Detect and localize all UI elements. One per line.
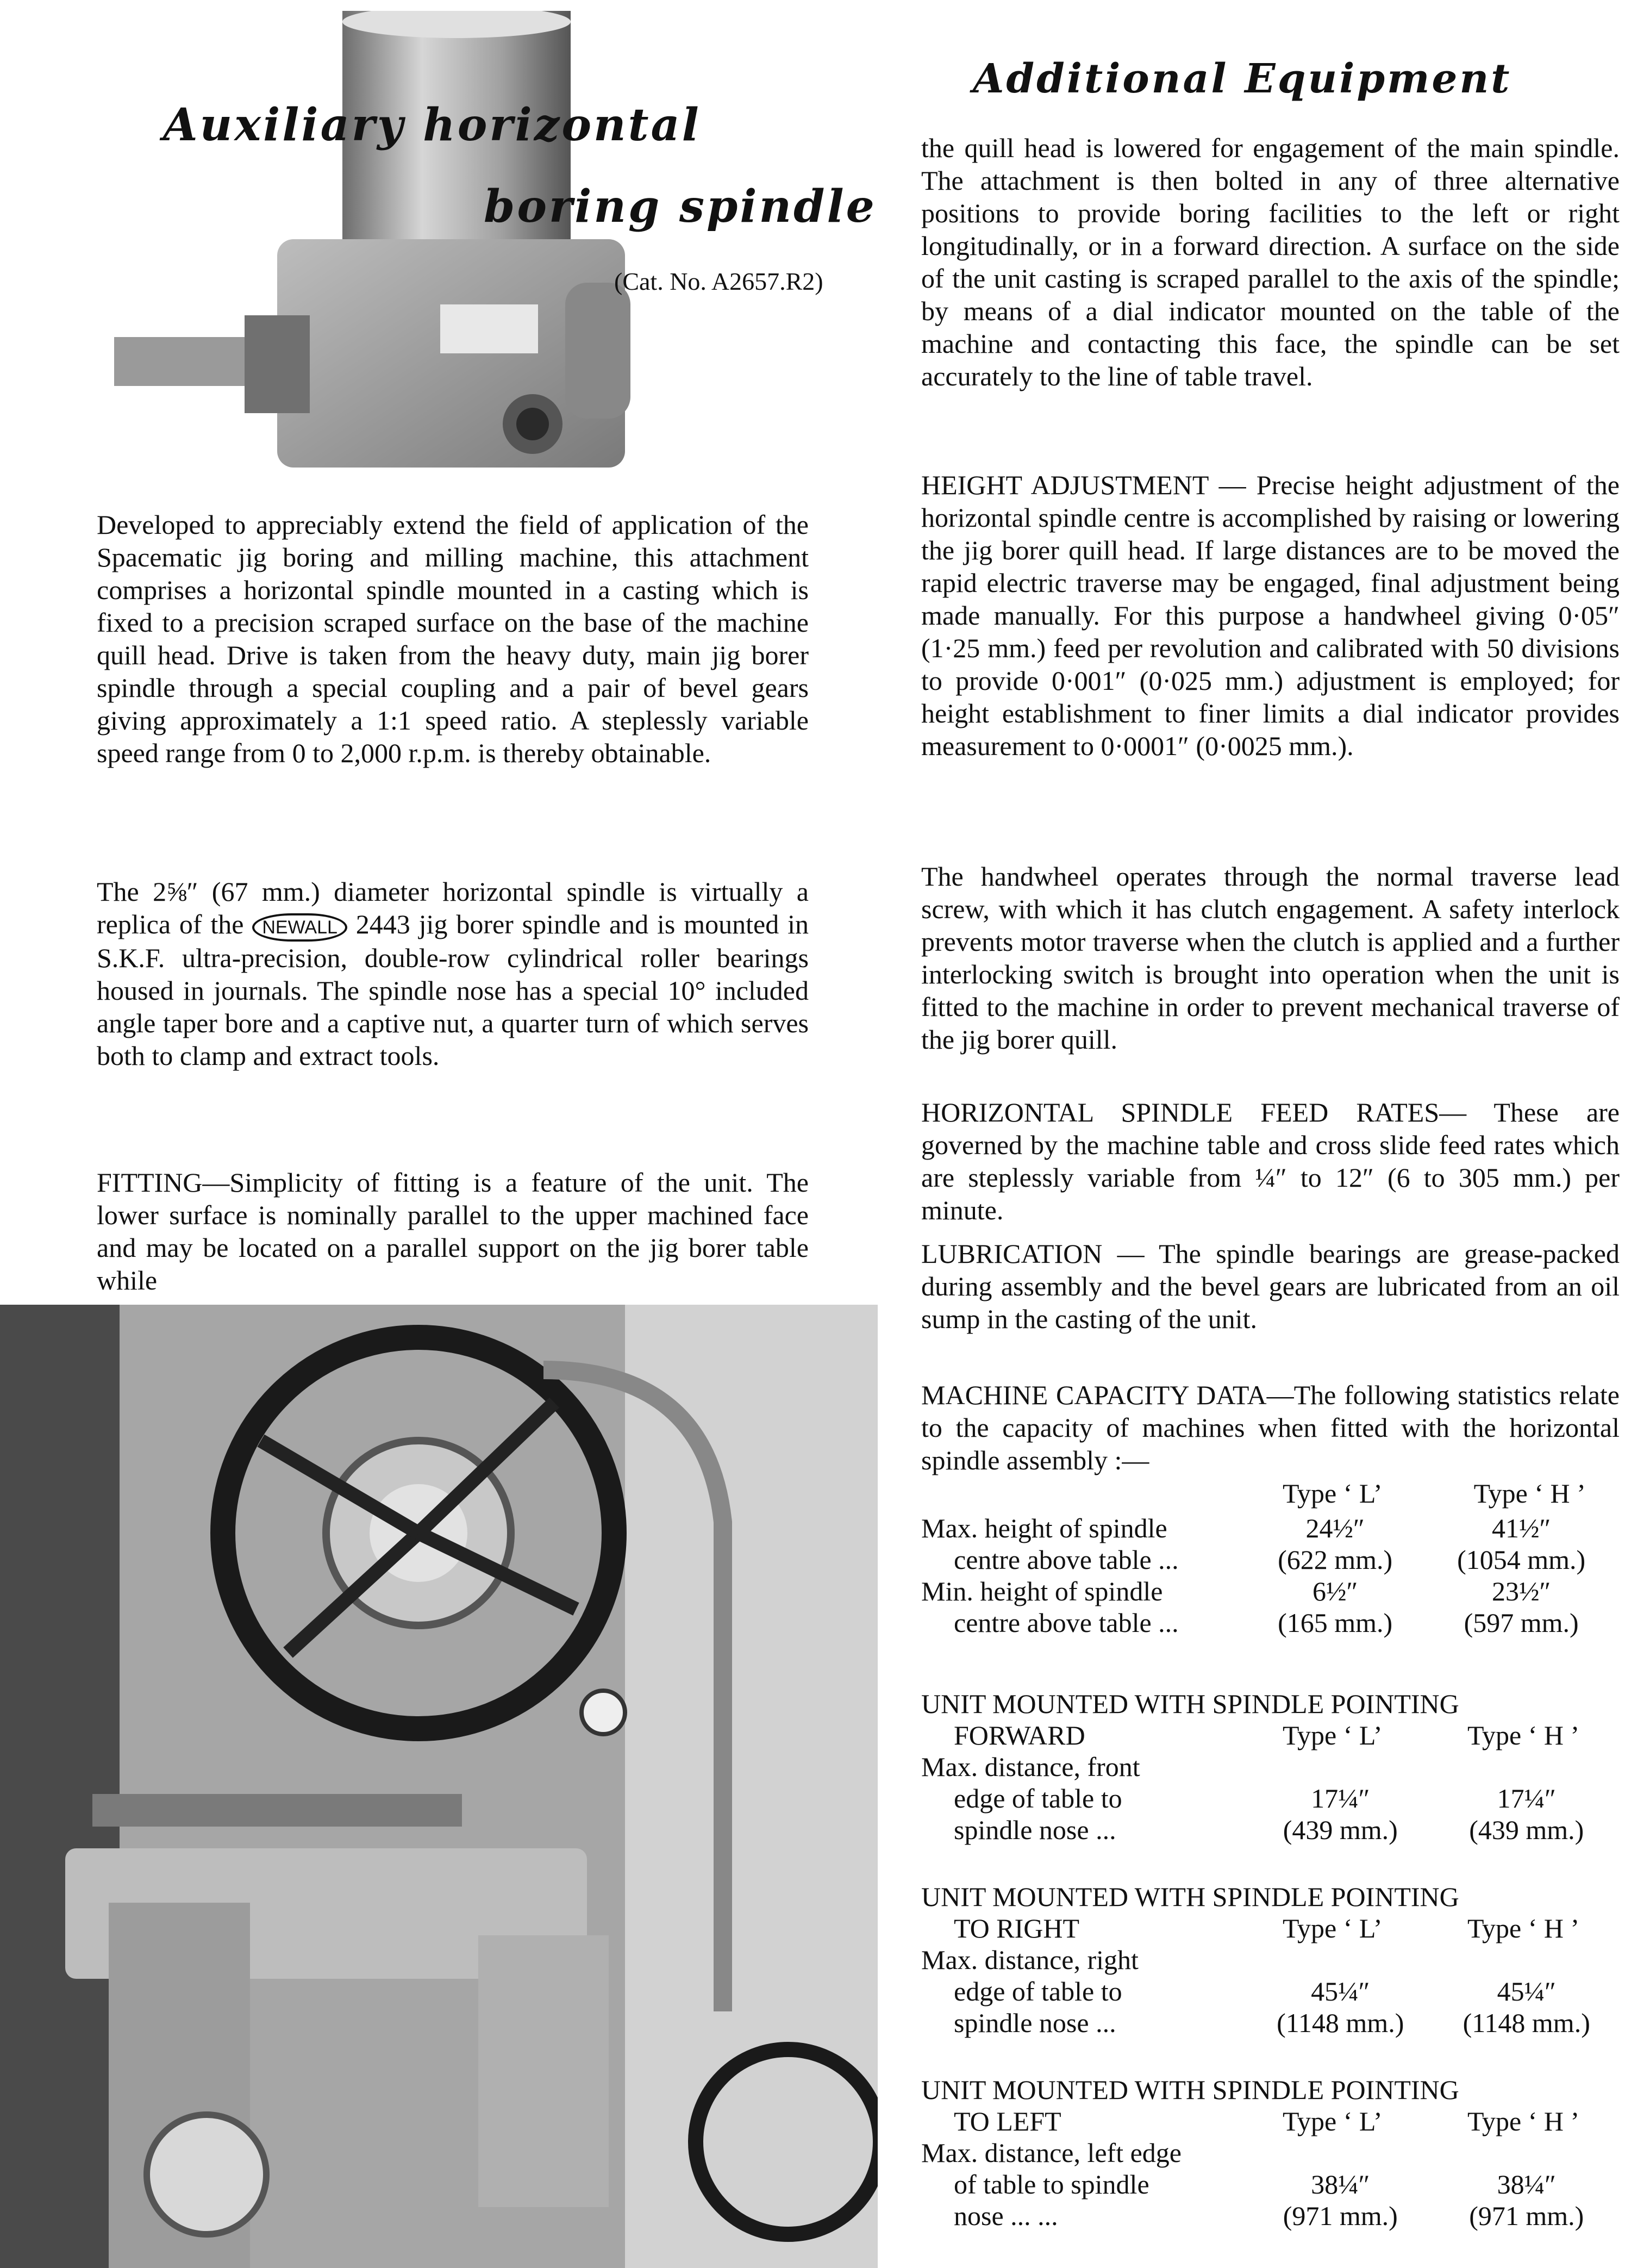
machine-photo: [0, 1305, 878, 2268]
type-l-header: Type ‘ L’: [1283, 1913, 1383, 1943]
section-subheading: FORWARD: [954, 1720, 1085, 1750]
section-subheading: TO LEFT: [954, 2106, 1061, 2136]
value-inch: 41½″: [1492, 1513, 1551, 1543]
right-table: [921, 1944, 1620, 2039]
value-mm: (622 mm.): [1278, 1544, 1393, 1575]
handwheel-paragraph: The handwheel operates through the normal traverse lead screw, with which it has clutch engagement. A safety interlock prevents motor traverse when the clutch is applied and a further interlocking switch is brought into operation when the unit is fitted to the machine in order to prevent mechanical traverse of the jig borer quill.: [921, 861, 1620, 1055]
value-mm: (597 mm.): [1464, 1607, 1579, 1638]
spindle-text-before: The 2⅝″ (67 mm.) diameter horizontal spindle is virtually a replica of the: [97, 876, 809, 939]
lubrication-paragraph: LUBRICATION — The spindle bearings are grease-packed during assembly and the bevel gears are lubricated from an oil sump in the casting of the unit.: [921, 1238, 1620, 1334]
table-row: [921, 1512, 1620, 1575]
height-capacity-table: [921, 1512, 1620, 1638]
value-mm: (971 mm.): [1469, 2201, 1584, 2231]
spindle-unit-illustration: [114, 11, 712, 489]
forward-section: [921, 1688, 1620, 1846]
table-row: [921, 2137, 1620, 2232]
table-row: [921, 1751, 1620, 1846]
type-h-header: Type ‘ H ’: [1467, 2106, 1580, 2136]
row-label: edge of table to: [954, 1976, 1122, 2007]
row-label: Max. distance, front: [921, 1752, 1140, 1782]
type-l-header: Type ‘ L’: [1283, 1478, 1383, 1509]
row-label: centre above table ...: [954, 1607, 1179, 1638]
section-title: Additional Equipment: [973, 55, 1512, 102]
table-row: [921, 1575, 1620, 1638]
value-inch: 17¼″: [1497, 1783, 1556, 1814]
left-table: [921, 2137, 1620, 2232]
section-subheading-row: [921, 2105, 1620, 2137]
row-label: spindle nose ...: [954, 1815, 1116, 1845]
left-title-line2: boring spindle: [484, 180, 877, 233]
row-label: Max. distance, left edge: [921, 2138, 1182, 2168]
capacity-intro-paragraph: MACHINE CAPACITY DATA—The following statistics relate to the capacity of machines when fitted with the horizontal spindle assembly :—: [921, 1380, 1620, 1475]
row-label: spindle nose ...: [954, 2008, 1116, 2038]
section-heading: UNIT MOUNTED WITH SPINDLE POINTING: [921, 1881, 1459, 1912]
value-mm: (165 mm.): [1278, 1607, 1393, 1638]
value-mm: (1054 mm.): [1457, 1544, 1586, 1575]
value-inch: 45¼″: [1497, 1976, 1556, 2007]
value-mm: (439 mm.): [1283, 1815, 1398, 1845]
table-row: [921, 1944, 1620, 2039]
left-title-line1: Auxiliary horizontal: [163, 99, 701, 151]
row-label: nose ... ...: [954, 2201, 1058, 2231]
row-label: of table to spindle: [954, 2169, 1149, 2200]
left-section: [921, 2074, 1620, 2232]
value-mm: (971 mm.): [1283, 2201, 1398, 2231]
newall-logo: NEWALL: [252, 913, 347, 942]
type-l-header: Type ‘ L’: [1283, 2106, 1383, 2136]
value-inch: 23½″: [1492, 1576, 1551, 1606]
right-section: [921, 1881, 1620, 2039]
row-label: Max. height of spindle: [921, 1513, 1167, 1543]
value-inch: 6½″: [1312, 1576, 1358, 1606]
section-subheading-row: [921, 1912, 1620, 1944]
fitting-paragraph: FITTING—Simplicity of fitting is a feature of the unit. The lower surface is nominally parallel to the upper machined face and may be located on a parallel support on the jig borer table while: [97, 1167, 809, 1295]
forward-table: [921, 1751, 1620, 1846]
section-subheading-row: [921, 1719, 1620, 1751]
section-heading: UNIT MOUNTED WITH SPINDLE POINTING: [921, 2074, 1459, 2105]
value-inch: 38¼″: [1497, 2169, 1556, 2200]
row-label: centre above table ...: [954, 1544, 1179, 1575]
value-inch: 45¼″: [1311, 1976, 1370, 2007]
row-label: Max. distance, right: [921, 1945, 1139, 1975]
catalogue-number: (Cat. No. A2657.R2): [614, 267, 823, 295]
height-adjustment-paragraph: HEIGHT ADJUSTMENT — Precise height adjustment of the horizontal spindle centre is accomplished by raising or lowering the jig borer quill head. If large distances are to be moved the rapid electric traverse may be engaged, final adjustment being made manually. For this purpose a handwheel giving 0·05″ (1·25 mm.) feed per revolution and calibrated with 50 divisions to provide 0·001″ (0·025 mm.) adjustment is employed; for height establishment to finer limits a dial indicator provides measurement to 0·0001″ (0·0025 mm.).: [921, 470, 1620, 761]
value-inch: 38¼″: [1311, 2169, 1370, 2200]
row-label: Min. height of spindle: [921, 1576, 1163, 1606]
type-h-header: Type ‘ H ’: [1467, 1720, 1580, 1750]
value-mm: (1148 mm.): [1277, 2008, 1404, 2038]
feed-rates-paragraph: HORIZONTAL SPINDLE FEED RATES— These are governed by the machine table and cross slide feed rates which are steplessly variable from ¼″ to 12″ (6 to 305 mm.) per minute.: [921, 1097, 1620, 1225]
spindle-paragraph: [97, 875, 809, 1072]
value-mm: (439 mm.): [1469, 1815, 1584, 1845]
type-l-header: Type ‘ L’: [1283, 1720, 1383, 1750]
section-subheading: TO RIGHT: [954, 1913, 1080, 1943]
value-mm: (1148 mm.): [1462, 2008, 1590, 2038]
intro-paragraph: Developed to appreciably extend the field of application of the Spacematic jig boring and milling machine, this attachment comprises a horizontal spindle mounted in a casting which is fixed to a precision scraped surface on the base of the machine quill head. Drive is taken from the heavy duty, main jig borer spindle through a special coupling and a pair of bevel gears giving approximately a 1:1 speed ratio. A steplessly variable speed range from 0 to 2,000 r.p.m. is thereby obtainable.: [97, 509, 809, 768]
spindle-unit-photo: [114, 11, 712, 489]
row-label: edge of table to: [954, 1783, 1122, 1814]
spindle-text-after: 2443 jig borer spindle and is mounted in S.K.F. ultra-precision, double-row cylindrical roller bearings housed in journals. The spindle nose has a special 10° included angle taper bore and a captive nut, a quarter turn of which serves both to clamp and extract tools.: [97, 909, 809, 1071]
section-heading: UNIT MOUNTED WITH SPINDLE POINTING: [921, 1688, 1459, 1719]
machine-illustration: [0, 1305, 878, 2268]
type-h-header: Type ‘ H ’: [1473, 1478, 1586, 1509]
continuation-paragraph: the quill head is lowered for engagement of the main spindle. The attachment is then bolted in any of three alternative positions to provide boring facilities to the left or right longitudinally, or in a forward direction. A surface on the side of the unit casting is scraped parallel to the axis of the spindle; by means of a dial indicator mounted on the table of the machine and contacting this face, the spindle can be set accurately to the line of table travel.: [921, 133, 1620, 391]
value-inch: 17¼″: [1311, 1783, 1370, 1814]
type-headers-1: [1283, 1478, 1620, 1509]
type-h-header: Type ‘ H ’: [1467, 1913, 1580, 1943]
value-inch: 24½″: [1305, 1513, 1365, 1543]
